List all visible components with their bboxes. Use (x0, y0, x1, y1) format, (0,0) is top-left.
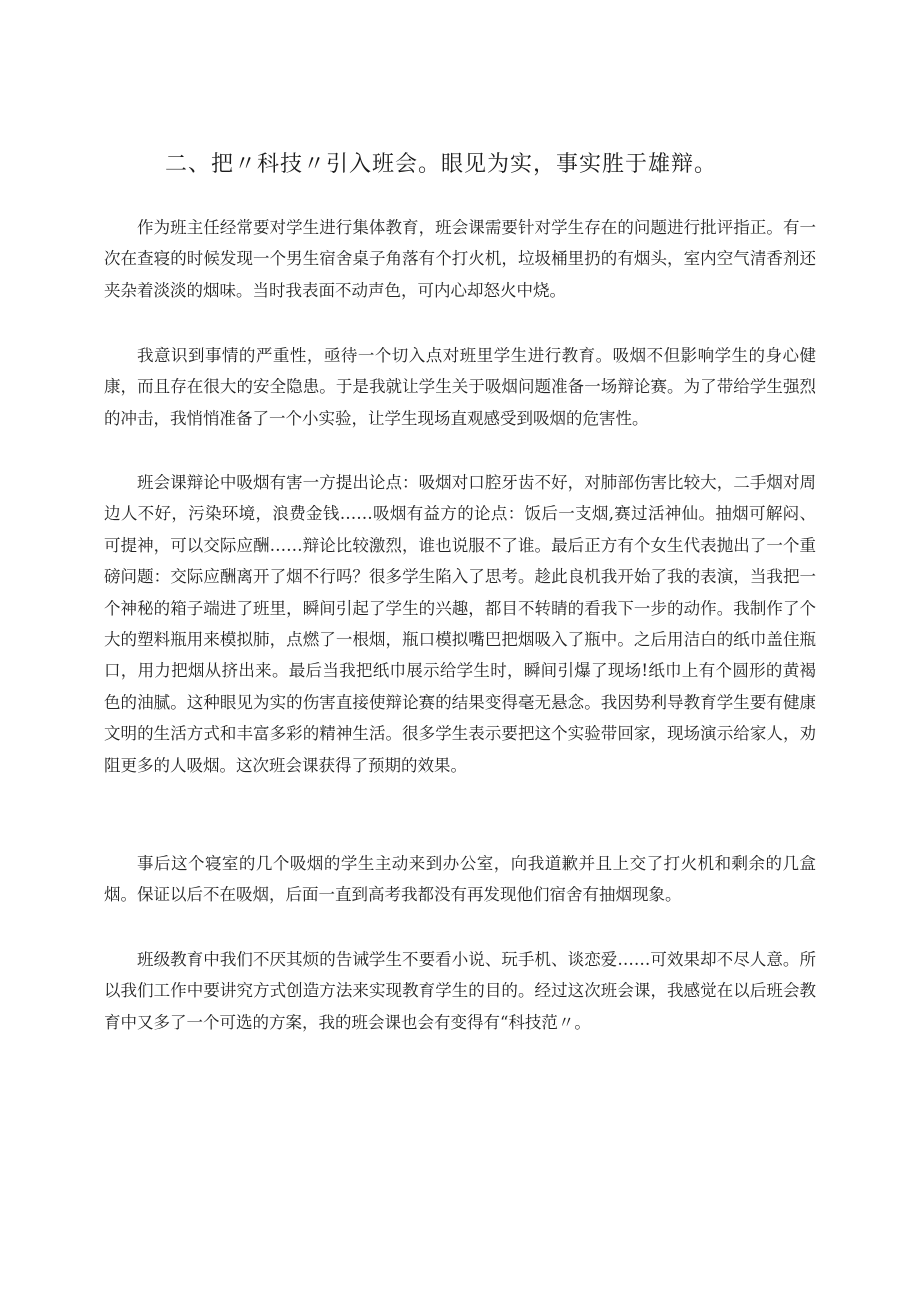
paragraph-2: 我意识到事情的严重性，亟待一个切入点对班里学生进行教育。吸烟不但影响学生的身心健康，而且存在很大的安全隐患。于是我就让学生关于吸烟问题准备一场辩论赛。为了带给学生强烈的冲击，我悄悄准备了一个小实验，让学生现场直观感受到吸烟的危害性。 (104, 346, 816, 428)
paragraph-1: 作为班主任经常要对学生进行集体教育，班会课需要针对学生存在的问题进行批评指正。有一次在查寝的时候发现一个男生宿舍桌子角落有个打火机，垃圾桶里扔的有烟头，室内空气清香剂还夹杂着淡淡的烟味。当时我表面不动声色，可内心却怒火中烧。 (104, 218, 816, 300)
paragraph-3: 班会课辩论中吸烟有害一方提出论点：吸烟对口腔牙齿不好，对肺部伤害比较大，二手烟对周边人不好，污染环境，浪费金钱……吸烟有益方的论点：饭后一支烟,赛过活神仙。抽烟可解闷、可提神，可以交际应酬……辩论比较激烈，谁也说服不了谁。最后正方有个女生代表抛出了一个重磅问题：交际应酬离开了烟不行吗？很多学生陷入了思考。趁此良机我开始了我的表演，当我把一个神秘的箱子端进了班里，瞬间引起了学生的兴趣，都目不转睛的看我下一步的动作。我制作了个大的塑料瓶用来模拟肺，点燃了一根烟，瓶口模拟嘴巴把烟吸入了瓶中。之后用洁白的纸巾盖住瓶口，用力把烟从挤出来。最后当我把纸巾展示给学生时，瞬间引爆了现场!纸巾上有个圆形的黄褐色的油腻。这种眼见为实的伤害直接使辩论赛的结果变得毫无悬念。我因势利导教育学生要有健康文明的生活方式和丰富多彩的精神生活。很多学生表示要把这个实验带回家，现场演示给家人，劝阻更多的人吸烟。这次班会课获得了预期的效果。 (104, 473, 816, 775)
section-heading: 二、把〃科技〃引入班会。眼见为实，事实胜于雄辩。 (165, 152, 718, 177)
paragraph-4: 事后这个寝室的几个吸烟的学生主动来到办公室，向我道歉并且上交了打火机和剩余的几盒烟。保证以后不在吸烟，后面一直到高考我都没有再发现他们宿舍有抽烟现象。 (104, 854, 816, 905)
paragraph-5: 班级教育中我们不厌其烦的告诫学生不要看小说、玩手机、谈恋爱……可效果却不尽人意。所以我们工作中要讲究方式创造方法来实现教育学生的目的。经过这次班会课，我感觉在以后班会教育中又多了一个可选的方案，我的班会课也会有变得有“科技范〃。 (104, 950, 816, 1032)
